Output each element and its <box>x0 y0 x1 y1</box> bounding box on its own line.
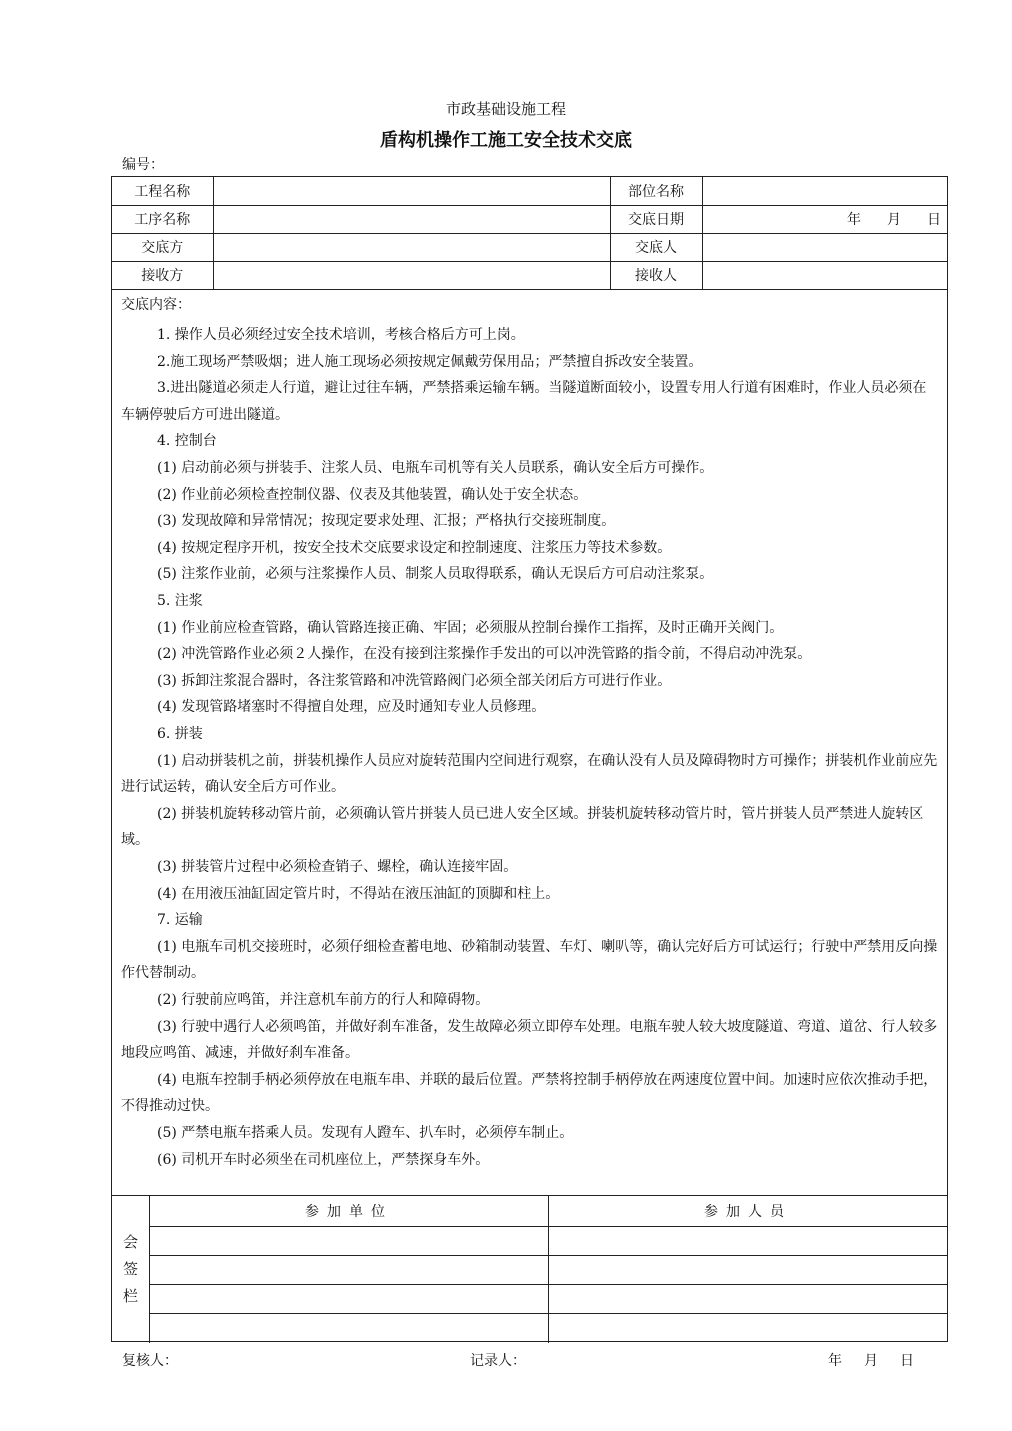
receiver-person-label: 接收人 <box>610 261 702 289</box>
serial-number-label: 编号： <box>122 157 164 173</box>
reviewer-label: 复核人： <box>122 1353 178 1369</box>
giver-person-label: 交底人 <box>610 233 702 261</box>
signoff-grid <box>150 1196 947 1343</box>
footer-day: 日 <box>900 1353 914 1369</box>
process-name-field[interactable] <box>213 205 610 233</box>
receiver-person-field[interactable] <box>702 261 947 289</box>
content-line: (6) 司机开车时必须坐在司机座位上，严禁探身车外。 <box>157 1151 490 1168</box>
content-line: (4) 在用液压油缸固定管片时，不得站在液压油缸的顶脚和柱上。 <box>157 885 560 902</box>
content-line: 7. 运输 <box>157 912 203 929</box>
date-year: 年 <box>847 212 861 228</box>
part-name-field[interactable] <box>702 177 947 205</box>
content-line: 4. 控制台 <box>157 433 217 450</box>
receiver-party-label: 接收方 <box>112 261 213 289</box>
content-line: 6. 拼装 <box>157 726 203 742</box>
disclosure-form <box>111 176 948 1342</box>
content-line: (3) 发现故障和异常情况；按现定要求处理、汇报；严格执行交接班制度。 <box>157 513 616 530</box>
table-row <box>150 1314 947 1342</box>
unit-cell[interactable] <box>150 1314 549 1342</box>
date-month: 月 <box>887 212 901 228</box>
people-cell[interactable] <box>549 1256 947 1284</box>
content-line: (3) 拼装管片过程中必须检查销子、螺栓，确认连接牢固。 <box>157 858 518 875</box>
content-line: (1) 作业前应检查管路，确认管路连接正确、牢固；必须服从控制台操作工指挥，及时正确开关阀门。 <box>157 619 784 636</box>
content-line: (3) 行驶中遇行人必须鸣笛，并做好刹车准备，发生故障必须立即停车处理。电瓶车驶人较大坡度隧道、弯道、道岔、行人较多地段应鸣笛、减速，并做好刹车准备。 <box>121 1018 938 1062</box>
table-row <box>112 205 947 233</box>
disclosure-date-field[interactable] <box>702 205 947 233</box>
people-cell[interactable] <box>549 1285 947 1313</box>
project-name-label: 工程名称 <box>112 177 213 205</box>
content-line: (4) 按规定程序开机，按安全技术交底要求设定和控制速度、注浆压力等技术参数。 <box>157 539 672 556</box>
content-line: (2) 拼装机旋转移动管片前，必须确认管片拼装人员已进人安全区域。拼装机旋转移动管片时，管片拼装人员严禁进人旋转区域。 <box>121 805 924 849</box>
disclosure-date-label: 交底日期 <box>610 205 702 233</box>
content-line: 1. 操作人员必须经过安全技术培训，考核合格后方可上岗。 <box>157 327 525 344</box>
disclosure-content <box>112 290 947 1196</box>
unit-cell[interactable] <box>150 1285 549 1313</box>
content-line: (2) 冲洗管路作业必须２人操作，在没有接到注浆操作手发出的可以冲洗管路的指令前，不得启动冲洗泵。 <box>157 646 812 663</box>
giver-person-field[interactable] <box>702 233 947 261</box>
signoff-label: 会 签 栏 <box>112 1196 150 1343</box>
project-name-field[interactable] <box>213 177 610 205</box>
signoff-header-row <box>150 1196 947 1228</box>
content-line: (3) 拆卸注浆混合器时，各注浆管路和冲洗管路阀门必须全部关闭后方可进行作业。 <box>157 672 672 689</box>
content-label: 交底内容： <box>121 296 191 313</box>
content-line: (1) 启动前必须与拼装手、注浆人员、电瓶车司机等有关人员联系，确认安全后方可操作。 <box>157 460 714 477</box>
date-day: 日 <box>927 212 941 228</box>
content-line: (2) 作业前必须检查控制仪器、仪表及其他装置，确认处于安全状态。 <box>157 486 588 503</box>
unit-cell[interactable] <box>150 1227 549 1255</box>
unit-cell[interactable] <box>150 1256 549 1284</box>
footer-date <box>828 1350 936 1370</box>
table-row <box>112 177 947 205</box>
participating-people-header: 参加人员 <box>704 1203 792 1220</box>
content-line: (1) 启动拼装机之前，拼装机操作人员应对旋转范围内空间进行观察，在确认没有人员及障碍物时方可操作；拼装机作业前应先进行试运转，确认安全后方可作业。 <box>121 752 938 796</box>
part-name-label: 部位名称 <box>610 177 702 205</box>
recorder-label: 记录人： <box>470 1353 526 1369</box>
document-title: 盾构机操作工施工安全技术交底 <box>380 130 632 151</box>
table-row <box>150 1285 947 1314</box>
process-name-label: 工序名称 <box>112 205 213 233</box>
footer-month: 月 <box>864 1353 878 1369</box>
giver-party-label: 交底方 <box>112 233 213 261</box>
table-row <box>150 1256 947 1285</box>
content-line: (4) 发现管路堵塞时不得擅自处理，应及时通知专业人员修理。 <box>157 699 546 716</box>
footer-year: 年 <box>828 1353 842 1369</box>
people-cell[interactable] <box>549 1314 947 1342</box>
receiver-party-field[interactable] <box>213 261 610 289</box>
table-row <box>150 1227 947 1256</box>
table-row <box>112 261 947 289</box>
content-line: (4) 电瓶车控制手柄必须停放在电瓶车串、并联的最后位置。严禁将控制手柄停放在两速度位置中间。加速时应依次推动手把，不得推动过快。 <box>121 1071 938 1115</box>
content-line: 3.进出隧道必须走人行道，避让过往车辆，严禁搭乘运输车辆。当隧道断面较小，设置专用人行道有困难时，作业人员必须在车辆停驶后方可进出隧道。 <box>121 380 927 423</box>
signoff-section <box>112 1196 947 1343</box>
document-subtitle: 市政基础设施工程 <box>445 100 566 118</box>
content-line: (1) 电瓶车司机交接班时，必须仔细检查蓄电地、砂箱制动装置、车灯、喇叭等，确认完好后方可试运行；行驶中严禁用反向操作代替制动。 <box>121 938 938 982</box>
content-line: 2.施工现场严禁吸烟；进人施工现场必须按规定佩戴劳保用品；严禁擅自拆改安全装置。 <box>157 353 703 370</box>
table-row <box>112 233 947 261</box>
participating-unit-header: 参加单位 <box>150 1196 549 1227</box>
content-line: (5) 注浆作业前，必须与注浆操作人员、制浆人员取得联系，确认无误后方可启动注浆泵。 <box>157 566 714 583</box>
content-line: (5) 严禁电瓶车搭乘人员。发现有人蹬车、扒车时，必须停车制止。 <box>157 1124 574 1141</box>
giver-party-field[interactable] <box>213 233 610 261</box>
content-line: (2) 行驶前应鸣笛，并注意机车前方的行人和障碍物。 <box>157 991 490 1008</box>
content-line: 5. 注浆 <box>157 593 203 610</box>
info-table <box>112 177 947 290</box>
people-cell[interactable] <box>549 1227 947 1255</box>
